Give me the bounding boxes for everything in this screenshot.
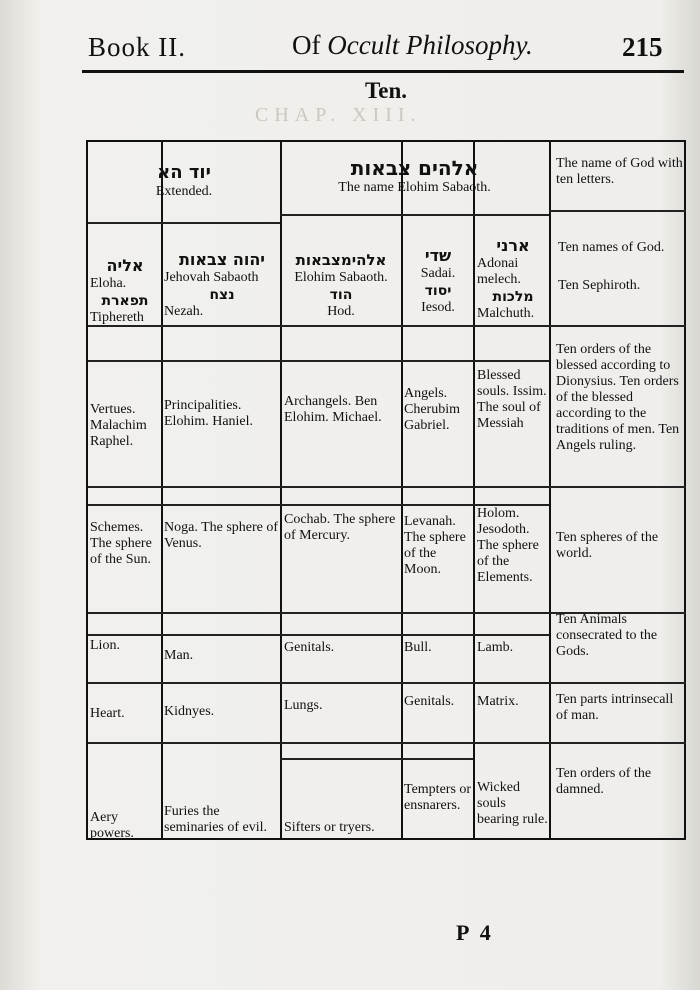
animals-col-1: Lion. bbox=[90, 638, 120, 653]
col2-hebrew-2: נצח bbox=[209, 287, 235, 303]
page-number: 215 bbox=[622, 32, 663, 62]
row-rule bbox=[88, 360, 549, 362]
col3-hebrew: אלהימצבאות bbox=[295, 251, 387, 269]
row-rule bbox=[88, 222, 280, 224]
row-rule bbox=[549, 210, 686, 212]
animals-col-2: Man. bbox=[164, 648, 194, 663]
column-rule bbox=[161, 142, 163, 838]
orders-col-5: Blessed souls. Issim. The soul of Messiah bbox=[477, 368, 547, 431]
elohim-hebrew: אלהים צבאות bbox=[350, 156, 479, 180]
col3-hebrew-2: הוד bbox=[329, 287, 353, 303]
col4-sephira: Iesod. bbox=[421, 300, 455, 315]
row-rule bbox=[88, 634, 549, 636]
damned-col-3: Sifters or tryers. bbox=[284, 820, 375, 835]
right-spheres: Ten spheres of the world. bbox=[556, 530, 659, 561]
parts-col-1: Heart. bbox=[90, 706, 125, 721]
right-parts: Ten parts intrinsecall of man. bbox=[556, 692, 674, 723]
row-rule bbox=[88, 486, 686, 488]
damned-col-5: Wicked souls bearing rule. bbox=[477, 780, 548, 827]
orders-col-3: Archangels. Ben Elohim. Michael. bbox=[284, 394, 382, 425]
header-rule bbox=[82, 70, 684, 73]
col2-sephira: Nezah. bbox=[164, 304, 204, 319]
col3-sephira: Hod. bbox=[327, 304, 355, 319]
right-orders: Ten orders of the blessed according to Dionysius. Ten orders of the blessed according to the traditions of men. Ten Angels ruling. bbox=[556, 342, 680, 453]
row-rule bbox=[88, 682, 686, 684]
row-rule bbox=[88, 325, 686, 327]
col5-name: Adonai melech. bbox=[477, 256, 521, 287]
col1-hebrew: אליה bbox=[106, 256, 144, 275]
orders-col-2: Principalities. Elohim. Haniel. bbox=[164, 398, 254, 429]
names-col-5 bbox=[477, 236, 549, 322]
col2-name: Jehovah Sabaoth bbox=[164, 270, 259, 285]
parts-col-5: Matrix. bbox=[477, 694, 519, 709]
column-rule bbox=[549, 142, 551, 838]
column-rule bbox=[473, 142, 475, 838]
running-title bbox=[292, 30, 533, 61]
damned-col-4: Tempters or ensnarers. bbox=[404, 782, 472, 813]
animals-col-5: Lamb. bbox=[477, 640, 514, 655]
column-rule bbox=[280, 142, 282, 838]
row-rule bbox=[88, 742, 686, 744]
parts-col-3: Lungs. bbox=[284, 698, 323, 713]
yodhe-cell bbox=[88, 162, 280, 200]
col4-hebrew: שדי bbox=[424, 246, 452, 265]
yodhe-label: Extended. bbox=[155, 184, 213, 199]
spheres-col-1: Schemes. The sphere of the Sun. bbox=[90, 520, 152, 567]
right-names-of-god: Ten names of God. bbox=[558, 240, 665, 255]
col1-hebrew-2: תפארת bbox=[101, 293, 149, 309]
title-occult: Occult bbox=[327, 30, 400, 60]
orders-col-4: Angels. Cherubim Gabriel. bbox=[404, 386, 460, 433]
col2-hebrew: יהוה צבאות bbox=[178, 250, 266, 269]
table-subtitle: Ten. bbox=[365, 78, 407, 103]
title-of: Of bbox=[292, 30, 328, 60]
col4-name: Sadai. bbox=[420, 266, 456, 281]
elohim-cell bbox=[280, 156, 549, 196]
spheres-col-3: Cochab. The sphere of Mercury. bbox=[284, 512, 396, 543]
scale-of-ten-table bbox=[86, 140, 686, 840]
spheres-col-4: Levanah. The sphere of the Moon. bbox=[404, 514, 466, 577]
animals-col-3: Genitals. bbox=[284, 640, 335, 655]
col5-sephira: Malchuth. bbox=[477, 306, 535, 321]
damned-col-2: Furies the seminaries of evil. bbox=[164, 804, 268, 835]
names-col-1 bbox=[90, 256, 160, 326]
elohim-label: The name Elohim Sabaoth. bbox=[338, 180, 491, 195]
right-sephiroth: Ten Sephiroth. bbox=[558, 278, 641, 293]
col1-name: Eloha. bbox=[90, 276, 127, 291]
title-philosophy: Philosophy. bbox=[399, 30, 533, 60]
names-col-2 bbox=[164, 250, 280, 320]
book-label: Book II. bbox=[88, 32, 186, 62]
names-col-3 bbox=[282, 250, 400, 320]
yodhe-hebrew: יוד הא bbox=[157, 162, 211, 183]
names-col-4 bbox=[403, 246, 473, 316]
right-damned: Ten orders of the damned. bbox=[556, 766, 652, 797]
bleed-through-heading: CHAP. XIII. bbox=[255, 104, 422, 126]
row-rule bbox=[280, 758, 473, 760]
col5-hebrew: ארני bbox=[496, 236, 530, 255]
col3-name: Elohim Sabaoth. bbox=[294, 270, 388, 285]
orders-col-1: Vertues. Malachim Raphel. bbox=[90, 402, 147, 449]
damned-col-1: Aery powers. bbox=[90, 810, 134, 841]
animals-col-4: Bull. bbox=[404, 640, 432, 655]
row-rule bbox=[280, 214, 549, 216]
col5-hebrew-2: מלכות bbox=[492, 289, 534, 305]
col4-hebrew-2: יסוד bbox=[424, 283, 452, 299]
spheres-col-2: Noga. The sphere of Venus. bbox=[164, 520, 279, 551]
parts-col-2: Kidnyes. bbox=[164, 704, 215, 719]
right-name-of-god: The name of God with ten letters. bbox=[556, 156, 683, 187]
spheres-col-5: Holom. Jesodoth. The sphere of the Elements. bbox=[477, 506, 539, 585]
parts-col-4: Genitals. bbox=[404, 694, 455, 709]
signature-mark: P 4 bbox=[456, 920, 494, 945]
col1-sephira: Tiphereth bbox=[90, 310, 144, 325]
right-animals: Ten Animals consecrated to the Gods. bbox=[556, 612, 658, 659]
